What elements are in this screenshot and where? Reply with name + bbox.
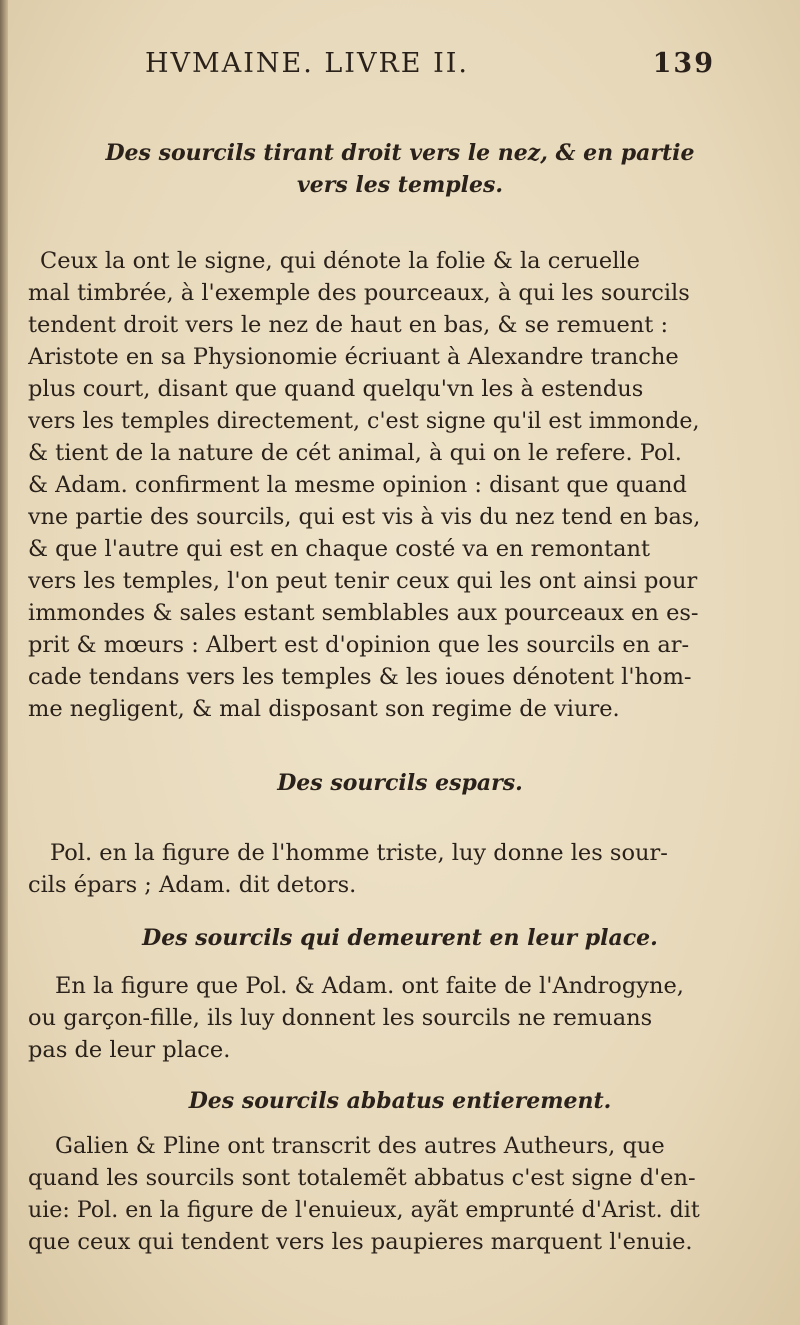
text-line: que ceux qui tendent vers les paupieres marquent l'enuie.	[28, 1229, 693, 1255]
text-line: vers les temples directement, c'est signe qu'il est immonde,	[28, 408, 700, 434]
text-line: prit & mœurs : Albert est d'opinion que les sourcils en ar-	[28, 632, 690, 658]
section-heading-1	[90, 140, 710, 166]
text-line: tendent droit vers le nez de haut en bas, & se remuent :	[28, 312, 669, 338]
heading-line: Des sourcils espars.	[277, 770, 523, 796]
text-line: me negligent, & mal disposant son regime de viure.	[28, 696, 620, 722]
text-line: pas de leur place.	[28, 1037, 231, 1063]
text-line: & tient de la nature de cét animal, à qui on le refere. Pol.	[28, 440, 682, 466]
text-line: Aristote en sa Physionomie écriuant à Alexandre tranche	[28, 344, 679, 370]
text-line: uie: Pol. en la figure de l'enuieux, ayãt emprunté d'Arist. dit	[28, 1197, 700, 1223]
text-line: vers les temples, l'on peut tenir ceux qui les ont ainsi pour	[28, 568, 698, 594]
text-line: vne partie des sourcils, qui est vis à vis du nez tend en bas,	[28, 504, 700, 530]
page-number: 139	[652, 48, 715, 79]
heading-line: Des sourcils tirant droit vers le nez, & en partie	[105, 140, 695, 166]
section-heading-2	[140, 770, 660, 796]
text-line: cils épars ; Adam. dit detors.	[28, 872, 357, 898]
section-heading-3	[100, 925, 700, 951]
text-line: mal timbrée, à l'exemple des pourceaux, à qui les sourcils	[28, 280, 690, 306]
text-line: Pol. en la figure de l'homme triste, luy donne les sour-	[50, 840, 668, 866]
text-line: ou garçon-fille, ils luy donnent les sourcils ne remuans	[28, 1005, 653, 1031]
text-line: Galien & Pline ont transcrit des autres Autheurs, que	[55, 1133, 665, 1159]
running-title: HVMAINE. LIVRE II.	[145, 48, 469, 79]
heading-line: vers les temples.	[296, 172, 504, 198]
text-line: quand les sourcils sont totalemẽt abbatus c'est signe d'en-	[28, 1165, 696, 1191]
heading-line: Des sourcils qui demeurent en leur place.	[142, 925, 658, 951]
text-line: cade tendans vers les temples & les ioues dénotent l'hom-	[28, 664, 692, 690]
section-heading-1-cont	[90, 172, 710, 198]
text-line: & Adam. confirment la mesme opinion : disant que quand	[28, 472, 687, 498]
text-line: immondes & sales estant semblables aux pourceaux en es-	[28, 600, 699, 626]
running-header	[145, 48, 715, 88]
heading-line: Des sourcils abbatus entierement.	[188, 1088, 612, 1114]
text-line: plus court, disant que quand quelqu'vn les à estendus	[28, 376, 644, 402]
section-heading-4	[100, 1088, 700, 1114]
text-line: En la figure que Pol. & Adam. ont faite de l'Androgyne,	[55, 973, 684, 999]
page-binding-edge	[0, 0, 8, 1325]
text-line: Ceux la ont le signe, qui dénote la folie & la ceruelle	[40, 248, 640, 274]
text-line: & que l'autre qui est en chaque costé va en remontant	[28, 536, 651, 562]
